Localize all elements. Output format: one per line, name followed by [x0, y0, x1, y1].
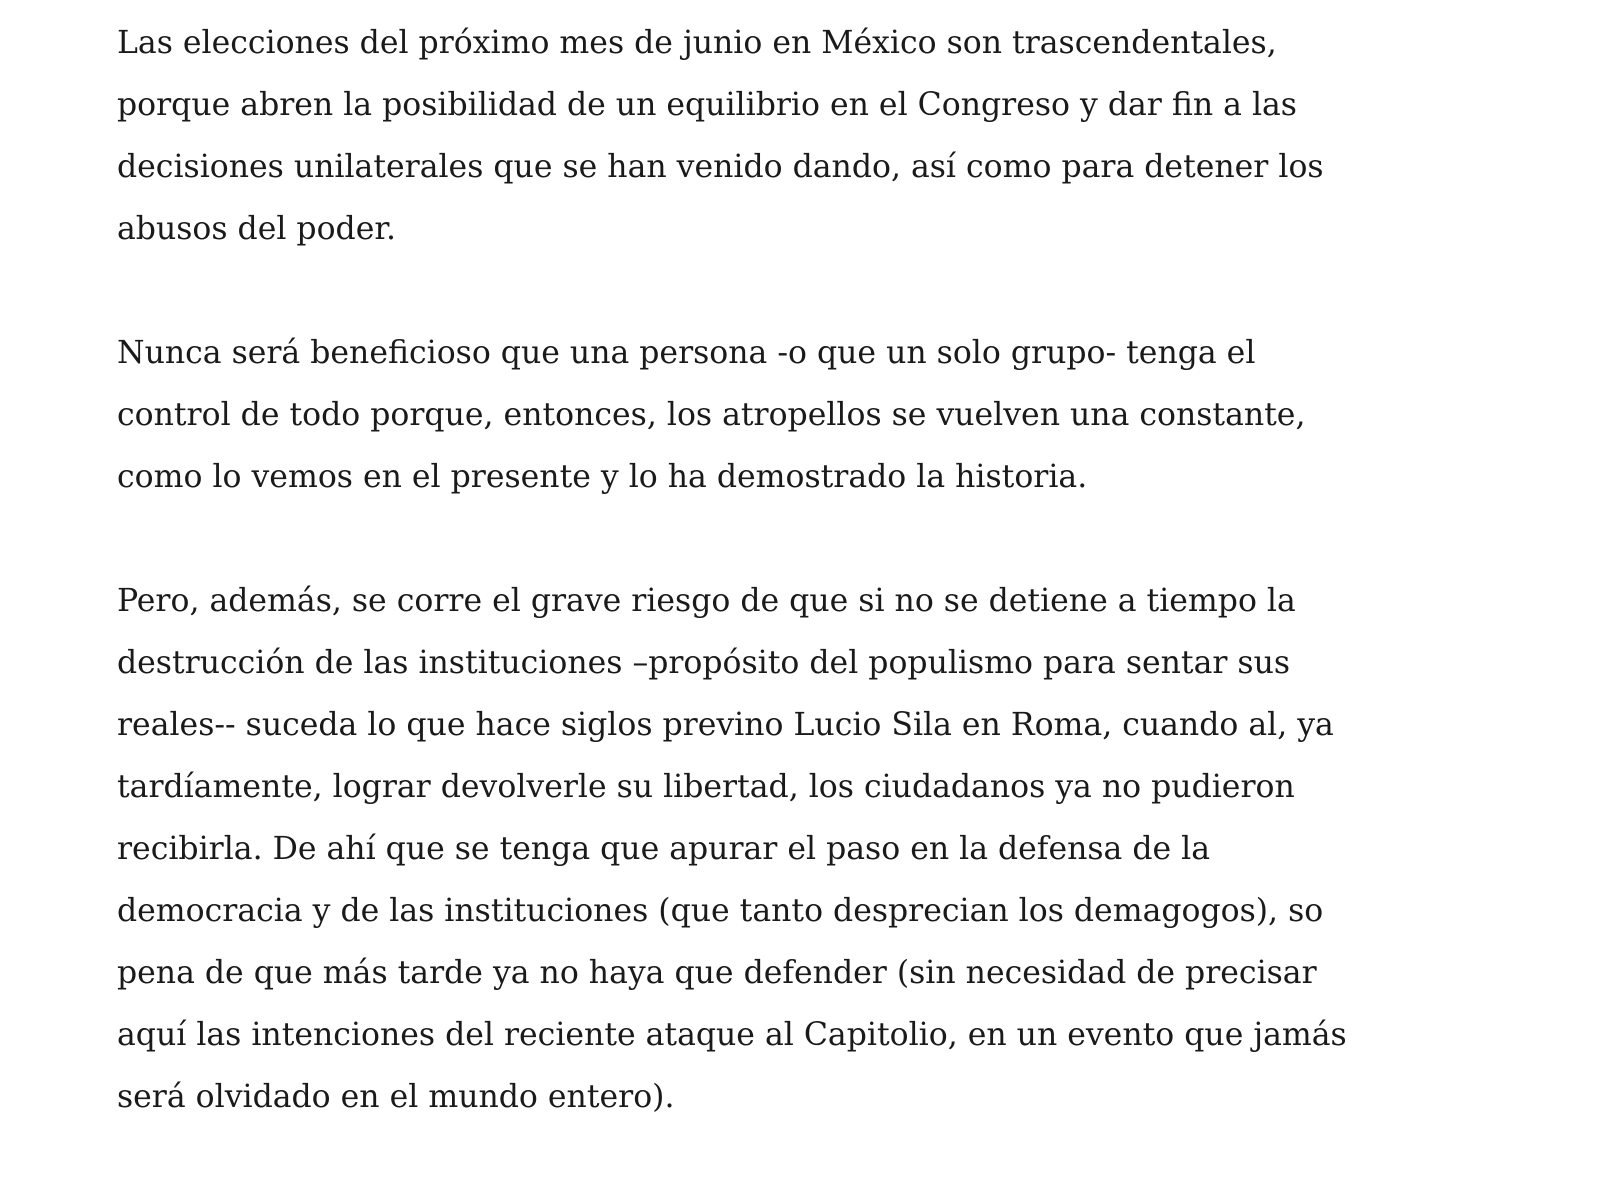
- article-paragraph-3: Pero, además, se corre el grave riesgo de que si no se detiene a tiempo la destrucción de las instituciones –propósito del populismo para sentar sus reales-- suceda lo que hace siglos previno Lucio Sila en Roma, cuando al, ya tardíamente, lograr devolverle su libertad, los ciudadanos ya no pudieron recibirla. De ahí que se tenga que apurar el paso en la defensa de la democracia y de las instituciones (que tanto desprecian los demagogos), so pena de que más tarde ya no haya que defender (sin necesidad de precisar aquí las intenciones del reciente ataque al Capitolio, en un evento que jamás será olvidado en el mundo entero).: [117, 583, 1347, 1115]
- article-paragraph-1: Las elecciones del próximo mes de junio en México son trascendentales, porque abren la posibilidad de un equilibrio en el Congreso y dar fin a las decisiones unilaterales que se han venido dando, así como para detener los abusos del poder.: [117, 25, 1324, 247]
- article-paragraph-2: Nunca será beneficioso que una persona -o que un solo grupo- tenga el control de todo porque, entonces, los atropellos se vuelven una constante, como lo vemos en el presente y lo ha demostrado la historia.: [117, 335, 1306, 495]
- article-body: [117, 12, 1357, 1190]
